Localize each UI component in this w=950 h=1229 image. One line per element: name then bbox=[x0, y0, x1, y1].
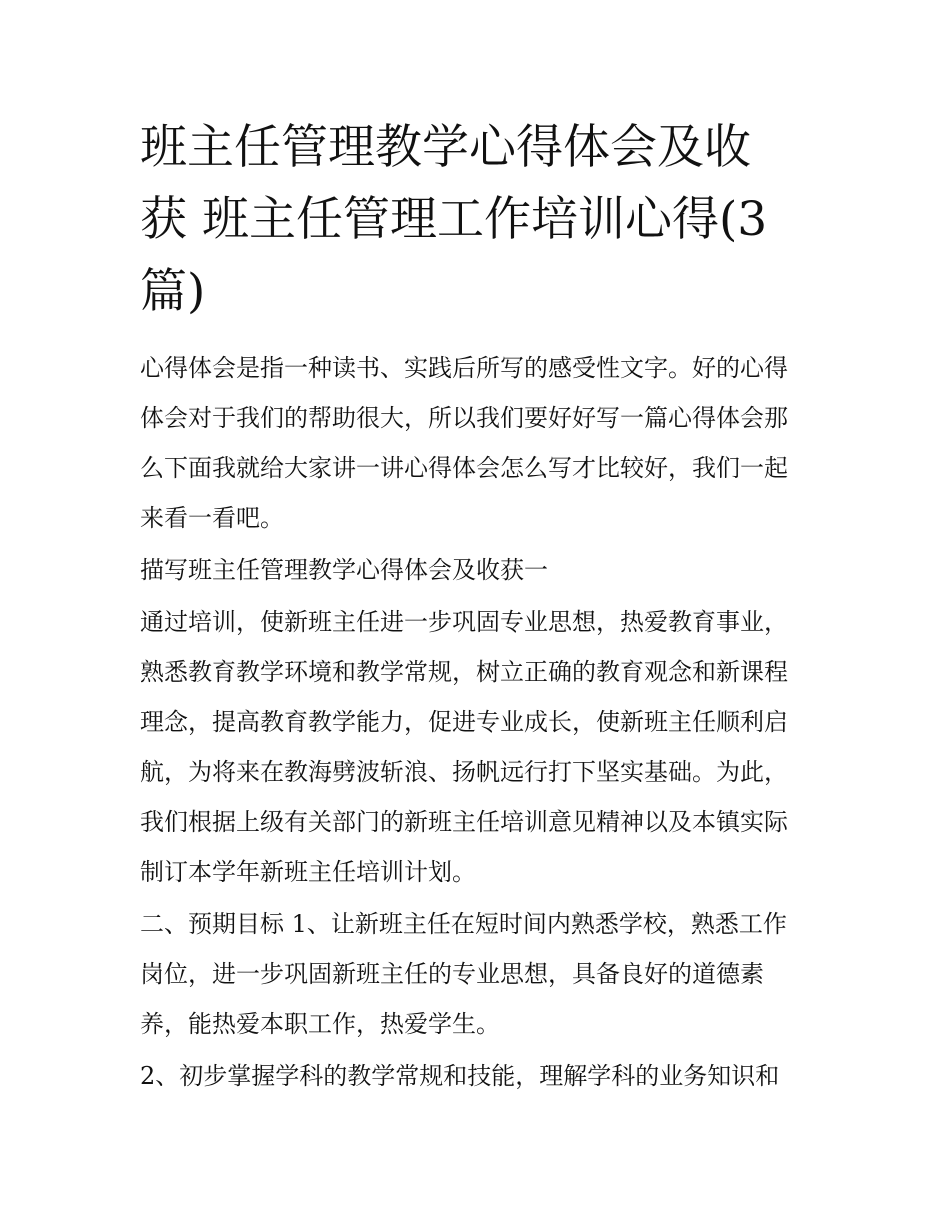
text-line: 通过培训，使新班主任进一步巩固专业思想，热爱教育事业， bbox=[140, 608, 788, 636]
text-line: 制订本学年新班主任培训计划。 bbox=[140, 858, 476, 886]
text-line: 航，为将来在教海劈波斩浪、扬帆远行打下坚实基础。为此， bbox=[140, 758, 788, 786]
text-line: 养，能热爱本职工作，热爱学生。 bbox=[140, 1010, 500, 1038]
text-line: 岗位，进一步巩固新班主任的专业思想，具备良好的道德素 bbox=[140, 960, 764, 988]
document-page bbox=[140, 112, 820, 1101]
document-title bbox=[140, 112, 820, 328]
text-line: 么下面我就给大家讲一讲心得体会怎么写才比较好，我们一起 bbox=[140, 454, 788, 482]
title-line: 篇) bbox=[140, 264, 206, 319]
intro-paragraph bbox=[140, 343, 820, 543]
text-line: 心得体会是指一种读书、实践后所写的感受性文字。好的心得 bbox=[140, 354, 788, 382]
title-line: 获 班主任管理工作培训心得(3 bbox=[140, 192, 768, 247]
body-paragraph-2 bbox=[140, 899, 820, 1049]
body-paragraph-3 bbox=[140, 1051, 820, 1101]
body-paragraph-1 bbox=[140, 597, 820, 897]
text-line: 我们根据上级有关部门的新班主任培训意见精神以及本镇实际 bbox=[140, 808, 788, 836]
text-line: 体会对于我们的帮助很大，所以我们要好好写一篇心得体会那 bbox=[140, 404, 788, 432]
text-line: 理念，提高教育教学能力，促进专业成长，使新班主任顺利启 bbox=[140, 708, 788, 736]
text-line: 描写班主任管理教学心得体会及收获一 bbox=[140, 556, 548, 584]
text-line: 熟悉教育教学环境和教学常规，树立正确的教育观念和新课程 bbox=[140, 658, 788, 686]
title-line: 班主任管理教学心得体会及收 bbox=[140, 120, 751, 175]
section-heading bbox=[140, 545, 820, 595]
text-line: 二、预期目标 1、让新班主任在短时间内熟悉学校，熟悉工作 bbox=[140, 910, 787, 938]
text-line: 2、初步掌握学科的教学常规和技能，理解学科的业务知识和 bbox=[140, 1062, 780, 1090]
text-line: 来看一看吧。 bbox=[140, 504, 284, 532]
